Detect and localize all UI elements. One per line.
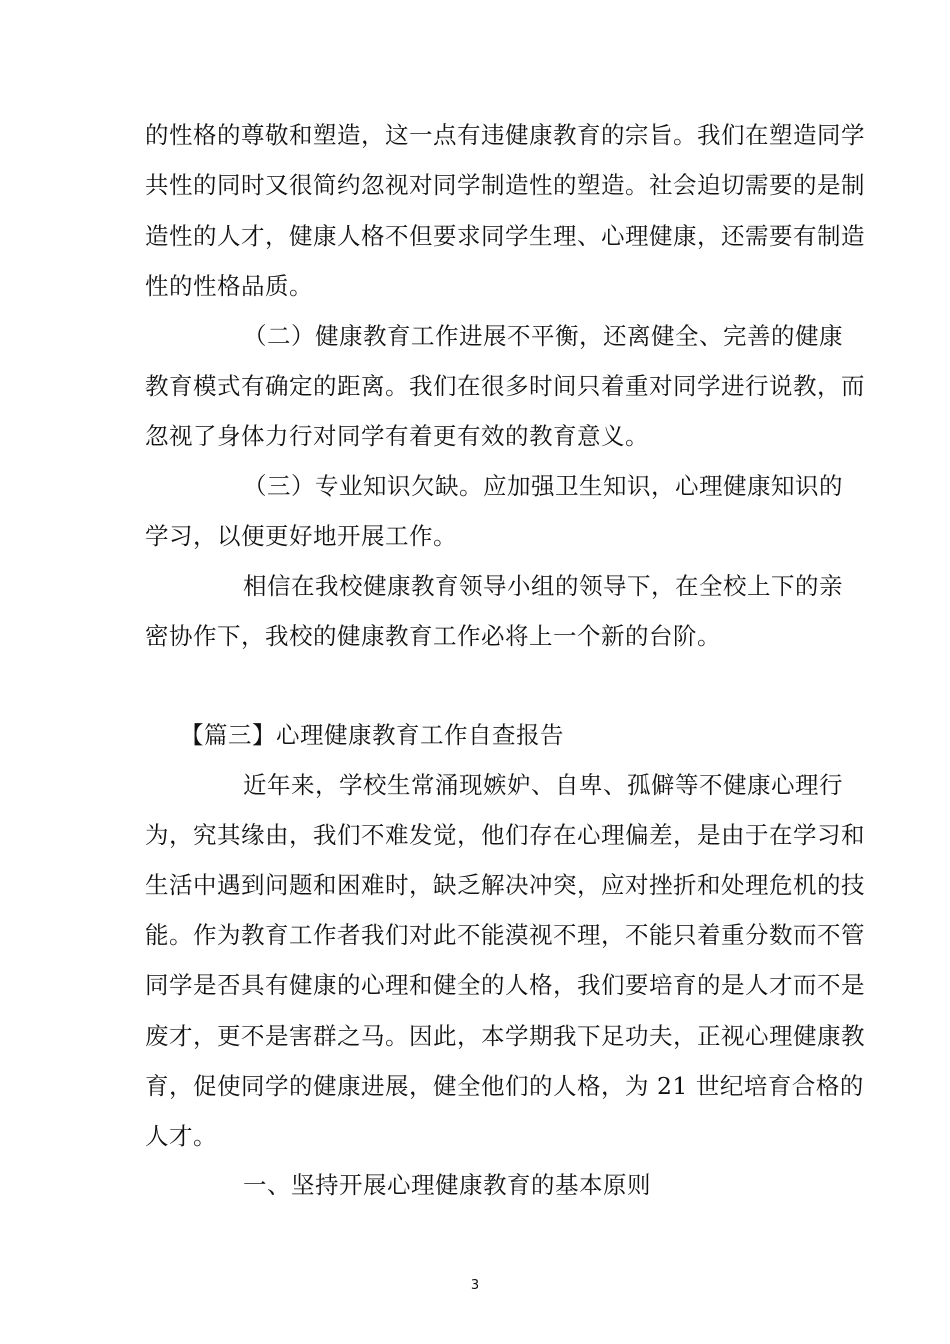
section-heading: 【篇三】心理健康教育工作自查报告 bbox=[180, 721, 564, 749]
paragraph-3-line-2: 学习，以便更好地开展工作。 bbox=[145, 522, 457, 550]
paragraph-5-line-3: 生活中遇到问题和困难时，缺乏解决冲突，应对挫折和处理危机的技 bbox=[145, 871, 865, 899]
paragraph-4-line-2: 密协作下，我校的健康教育工作必将上一个新的台阶。 bbox=[145, 622, 721, 650]
paragraph-5-line-8: 人才。 bbox=[145, 1122, 217, 1150]
section-1-title: 一、坚持开展心理健康教育的基本原则 bbox=[243, 1171, 651, 1199]
paragraph-5-line-4: 能。作为教育工作者我们对此不能漠视不理，不能只着重分数而不管 bbox=[145, 921, 865, 949]
paragraph-1-line-4: 性的性格品质。 bbox=[145, 272, 313, 300]
paragraph-5-line-6: 废才，更不是害群之马。因此，本学期我下足功夫，正视心理健康教 bbox=[145, 1022, 865, 1050]
paragraph-4-line-1: 相信在我校健康教育领导小组的领导下，在全校上下的亲 bbox=[243, 572, 843, 600]
paragraph-5-line-7: 育，促使同学的健康进展，健全他们的人格，为 21 世纪培育合格的 bbox=[145, 1072, 864, 1100]
paragraph-1-line-2: 共性的同时又很简约忽视对同学制造性的塑造。社会迫切需要的是制 bbox=[145, 171, 865, 199]
paragraph-5-line-2: 为，究其缘由，我们不难发觉，他们存在心理偏差，是由于在学习和 bbox=[145, 821, 865, 849]
paragraph-2-line-1: （二）健康教育工作进展不平衡，还离健全、完善的健康 bbox=[243, 322, 843, 350]
paragraph-2-line-2: 教育模式有确定的距离。我们在很多时间只着重对同学进行说教，而 bbox=[145, 372, 865, 400]
paragraph-1-line-3: 造性的人才，健康人格不但要求同学生理、心理健康，还需要有制造 bbox=[145, 222, 865, 250]
paragraph-5-line-1: 近年来，学校生常涌现嫉妒、自卑、孤僻等不健康心理行 bbox=[243, 771, 843, 799]
paragraph-1-line-1: 的性格的尊敬和塑造，这一点有违健康教育的宗旨。我们在塑造同学 bbox=[145, 121, 865, 149]
paragraph-3-line-1: （三）专业知识欠缺。应加强卫生知识，心理健康知识的 bbox=[243, 472, 843, 500]
paragraph-2-line-3: 忽视了身体力行对同学有着更有效的教育意义。 bbox=[145, 422, 649, 450]
page-number: 3 bbox=[470, 1278, 480, 1293]
paragraph-5-line-5: 同学是否具有健康的心理和健全的人格，我们要培育的是人才而不是 bbox=[145, 971, 865, 999]
